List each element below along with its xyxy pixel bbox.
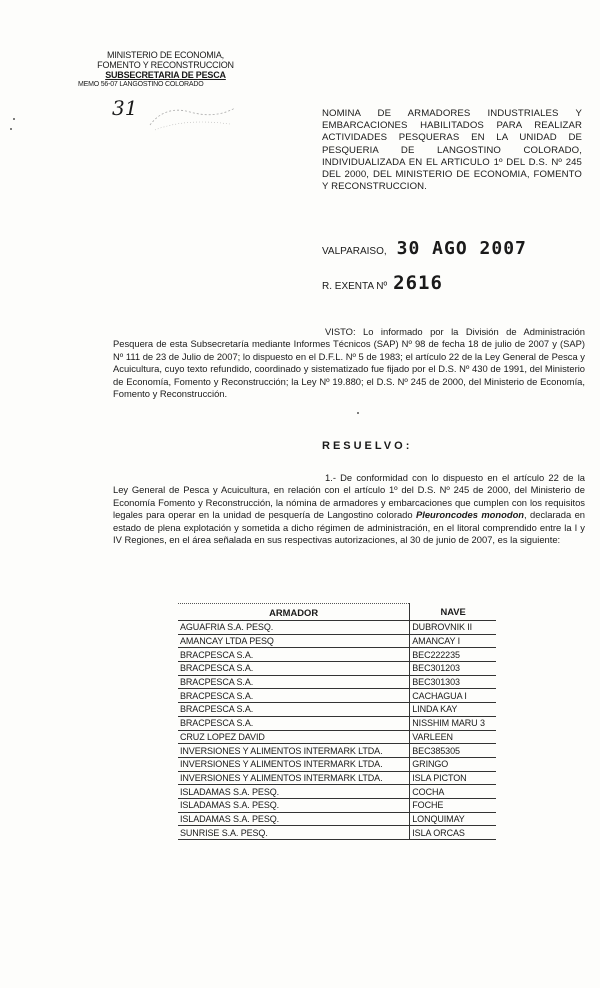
ministry-header — [78, 50, 253, 90]
cell-armador: BRACPESCA S.A. — [178, 716, 410, 730]
header-line-ministry: MINISTERIO DE ECONOMIA, — [107, 50, 224, 60]
cell-nave: CACHAGUA I — [410, 689, 496, 703]
table-row — [178, 662, 496, 676]
exenta-label: R. EXENTA Nº — [322, 281, 388, 292]
document-title: NOMINA DE ARMADORES INDUSTRIALES Y EMBARCACIONES HABILITADOS PARA REALIZAR ACTIVIDADES PESQUERAS EN LA UNIDAD DE PESQUERIA DE LANGOSTINO COLORADO, INDIVIDUALIZADA EN EL ARTICULO 1º DEL D.S. Nº 245 DEL 2000, DEL MINISTERIO DE ECONOMIA, FOMENTO Y RECONSTRUCCION. — [322, 108, 582, 193]
resolution-paragraph-1 — [113, 472, 585, 546]
vessel-owner-table — [178, 603, 496, 840]
handwritten-mark: 31 — [112, 96, 138, 120]
cell-armador: CRUZ LOPEZ DAVID — [178, 730, 410, 744]
scan-speck — [13, 118, 15, 120]
cell-armador: AGUAFRIA S.A. PESQ. — [178, 621, 410, 635]
table-header-row — [178, 604, 496, 621]
visto-paragraph: VISTO: Lo informado por la División de Administración Pesquera de esta Subsecretaría mediante Informes Técnicos (SAP) Nº 98 de fecha 18 de julio de 2007 y (SAP) Nº 111 de 23 de Julio de 2007; lo dispuesto en el D.F.L. Nº 5 de 1983; el artículo 22 de la Ley General de Pesca y Acuicultura, cuyo texto refundido, coordinado y sistematizado fue fijado por el D.S. Nº 430 de 1991, del Ministerio de Economía, Fomento y Reconstrucción; la Ley Nº 19.880; el D.S. Nº 245 de 2000, del Ministerio de Economía, Fomento y Reconstrucción. — [113, 326, 585, 400]
table-row — [178, 648, 496, 662]
cell-armador: SUNRISE S.A. PESQ. — [178, 826, 410, 840]
table-row — [178, 703, 496, 717]
cell-armador: AMANCAY LTDA PESQ — [178, 634, 410, 648]
cell-nave: BEC301303 — [410, 675, 496, 689]
table-row — [178, 785, 496, 799]
header-memo: MEMO 56-07 LANGOSTINO COLORADO — [78, 81, 204, 88]
cell-nave: GRINGO — [410, 757, 496, 771]
scan-speck — [357, 412, 359, 414]
date-stamp: 30 AGO 2007 — [396, 238, 527, 259]
cell-armador: BRACPESCA S.A. — [178, 689, 410, 703]
table-row — [178, 812, 496, 826]
column-header-armador: ARMADOR — [178, 604, 410, 621]
cell-armador: INVERSIONES Y ALIMENTOS INTERMARK LTDA. — [178, 771, 410, 785]
cell-armador: ISLADAMAS S.A. PESQ. — [178, 785, 410, 799]
exenta-number-stamp: 2616 — [393, 272, 443, 294]
place-date — [322, 238, 527, 259]
table-row — [178, 744, 496, 758]
table-row — [178, 757, 496, 771]
column-header-nave: NAVE — [410, 604, 496, 621]
cell-armador: ISLADAMAS S.A. PESQ. — [178, 798, 410, 812]
cell-nave: BEC301203 — [410, 662, 496, 676]
cell-nave: LONQUIMAY — [410, 812, 496, 826]
header-line-subsecretaria: SUBSECRETARIA DE PESCA — [105, 70, 226, 80]
header-line-fomento: FOMENTO Y RECONSTRUCCION — [97, 60, 234, 70]
cell-nave: VARLEEN — [410, 730, 496, 744]
cell-nave: COCHA — [410, 785, 496, 799]
cell-armador: INVERSIONES Y ALIMENTOS INTERMARK LTDA. — [178, 744, 410, 758]
cell-nave: BEC222235 — [410, 648, 496, 662]
cell-armador: ISLADAMAS S.A. PESQ. — [178, 812, 410, 826]
table-body — [178, 621, 496, 840]
table-row — [178, 716, 496, 730]
para1-text-before: 1.- De conformidad con lo dispuesto en el artículo 22 de la Ley General de Pesca y Acuicultura, en relación con el artículo 1º del D.S. Nº 245 de 2000, del Ministerio de Economía Fomento y Reconstrucción, la nómina de armadores y embarcaciones que cumplen con los requisitos legales para operar en la unidad de pesquería de Langostino colorado — [113, 472, 585, 521]
table-row — [178, 675, 496, 689]
table-row — [178, 771, 496, 785]
cell-nave: ISLA ORCAS — [410, 826, 496, 840]
table-row — [178, 798, 496, 812]
cell-armador: BRACPESCA S.A. — [178, 703, 410, 717]
table-row — [178, 621, 496, 635]
table-row — [178, 730, 496, 744]
cell-nave: BEC385305 — [410, 744, 496, 758]
table-row — [178, 826, 496, 840]
resolution-number — [322, 272, 443, 294]
cell-nave: LINDA KAY — [410, 703, 496, 717]
cell-armador: INVERSIONES Y ALIMENTOS INTERMARK LTDA. — [178, 757, 410, 771]
species-name: Pleuroncodes monodon — [415, 509, 525, 521]
cell-nave: AMANCAY I — [410, 634, 496, 648]
cell-nave: DUBROVNIK II — [410, 621, 496, 635]
table-row — [178, 634, 496, 648]
cell-nave: NISSHIM MARU 3 — [410, 716, 496, 730]
cell-nave: ISLA PICTON — [410, 771, 496, 785]
para1-text-after: , declarada en estado de plena explotación y sometida a dicho régimen de administración, en el litoral comprendido entre la I y IV Regiones, en el área señalada en sus respectivas autorizaciones, al 30 de junio de 2007, es la siguiente: — [113, 509, 586, 546]
cell-armador: BRACPESCA S.A. — [178, 675, 410, 689]
cell-armador: BRACPESCA S.A. — [178, 648, 410, 662]
cell-nave: FOCHE — [410, 798, 496, 812]
cell-armador: BRACPESCA S.A. — [178, 662, 410, 676]
scan-speck — [10, 128, 12, 130]
faint-stamp-icon — [145, 100, 240, 134]
resuelvo-heading: RESUELVO: — [322, 440, 413, 452]
city-label: VALPARAISO, — [322, 246, 387, 257]
table-row — [178, 689, 496, 703]
